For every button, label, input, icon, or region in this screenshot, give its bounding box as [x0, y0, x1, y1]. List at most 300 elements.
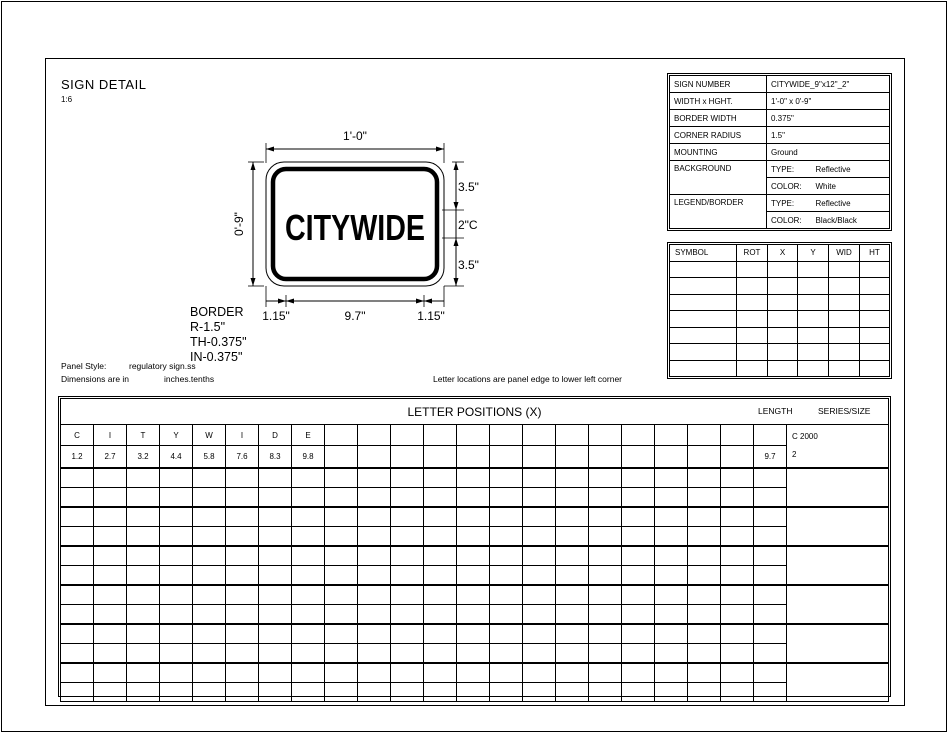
info-label: WIDTH x HGHT.	[670, 93, 767, 110]
letter-cell	[754, 507, 787, 527]
info-row	[670, 144, 890, 161]
letter-cell	[589, 683, 622, 702]
letter-cell	[457, 605, 490, 625]
letter-cell	[523, 488, 556, 508]
letter-row	[61, 663, 889, 683]
symbol-table	[669, 244, 890, 377]
letter-cell	[259, 585, 292, 605]
letter-cell	[292, 624, 325, 644]
letter-cell	[721, 468, 754, 488]
letter-cell	[292, 507, 325, 527]
border-note-3: IN-0.375"	[190, 350, 243, 364]
symbol-cell	[737, 327, 768, 344]
letter-cell	[424, 624, 457, 644]
letter-locations-note: Letter locations are panel edge to lower left corner	[433, 374, 623, 384]
letter-cell	[193, 683, 226, 702]
symbol-cell	[737, 311, 768, 328]
letter-row	[61, 425, 889, 446]
info-row	[670, 161, 890, 178]
letter-cell	[424, 527, 457, 547]
letter-cell	[589, 527, 622, 547]
letter-cell	[721, 683, 754, 702]
symbol-cell	[670, 278, 737, 295]
series-size-cell	[787, 585, 889, 624]
letter-cell	[193, 507, 226, 527]
letter-cell	[160, 507, 193, 527]
letter-cell	[325, 663, 358, 683]
letter-cell	[160, 488, 193, 508]
symbol-cell	[737, 360, 768, 377]
letter-cell	[292, 546, 325, 566]
letter-cell	[655, 446, 688, 468]
letter-cell	[589, 605, 622, 625]
symbol-table-frame	[667, 242, 892, 379]
letter-row	[61, 468, 889, 488]
right-dim-top: 3.5"	[458, 180, 479, 194]
letter-cell	[655, 624, 688, 644]
letter-cell	[259, 488, 292, 508]
letter-cell	[358, 488, 391, 508]
letter-cell	[622, 446, 655, 468]
letter-cell	[490, 683, 523, 702]
letter-cell	[688, 507, 721, 527]
letter-cell	[655, 468, 688, 488]
letter-cell	[259, 566, 292, 586]
symbol-cell	[829, 360, 860, 377]
letter-cell	[292, 683, 325, 702]
letter-position: 1.2	[61, 446, 94, 468]
letter-cell	[754, 624, 787, 644]
letter-position: 2.7	[94, 446, 127, 468]
series-size-cell	[787, 624, 889, 663]
info-row	[670, 195, 890, 212]
letter-cell	[523, 527, 556, 547]
info-value: 1'-0" x 0'-9"	[767, 93, 890, 110]
letter-cell	[358, 527, 391, 547]
letter-cell	[556, 425, 589, 446]
letter-row	[61, 624, 889, 644]
letter-cell	[490, 468, 523, 488]
symbol-header-cell: X	[768, 245, 798, 262]
letter-cell	[589, 585, 622, 605]
letter-cell	[754, 585, 787, 605]
symbol-cell	[829, 278, 860, 295]
letter-cell	[721, 546, 754, 566]
letter-cell	[391, 605, 424, 625]
letter-cell	[259, 546, 292, 566]
letter-cell	[556, 546, 589, 566]
letter-cell	[94, 546, 127, 566]
letter-cell	[688, 527, 721, 547]
letter-cell	[721, 488, 754, 508]
symbol-cell	[737, 261, 768, 278]
letter-cell	[193, 527, 226, 547]
dimensions-label: Dimensions are in	[61, 374, 130, 384]
sheet-title: SIGN DETAIL	[61, 77, 147, 92]
letter-cell	[556, 663, 589, 683]
letter-cell	[556, 624, 589, 644]
letter-cell	[556, 644, 589, 664]
letter-cell	[424, 644, 457, 664]
letter-cell	[622, 585, 655, 605]
letter-cell	[556, 507, 589, 527]
panel-style-value: regulatory sign.ss	[129, 361, 196, 371]
letter-cell	[655, 605, 688, 625]
symbol-row	[670, 344, 890, 361]
info-value: 0.375"	[767, 110, 890, 127]
letter-cell	[556, 566, 589, 586]
letter-cell	[61, 468, 94, 488]
info-label: BACKGROUND	[670, 161, 767, 195]
letter-cell	[622, 527, 655, 547]
info-type-value: Reflective	[812, 161, 890, 178]
letter-cell	[358, 683, 391, 702]
series-value: C 2000	[792, 432, 818, 441]
letter-cell	[622, 488, 655, 508]
symbol-cell	[670, 294, 737, 311]
letter-cell	[688, 546, 721, 566]
letter-cell	[556, 446, 589, 468]
symbol-header-cell: WID	[829, 245, 860, 262]
letter-cell	[754, 468, 787, 488]
letter-cell	[721, 624, 754, 644]
letter-cell	[523, 605, 556, 625]
info-type-label: TYPE:	[767, 195, 812, 212]
symbol-cell	[829, 311, 860, 328]
symbol-row	[670, 327, 890, 344]
letter-cell	[325, 683, 358, 702]
letter-cell	[226, 624, 259, 644]
info-color-label: COLOR:	[767, 178, 812, 195]
letter-position: 8.3	[259, 446, 292, 468]
letter-cell	[688, 624, 721, 644]
info-row	[670, 110, 890, 127]
symbol-cell	[768, 311, 798, 328]
letter-cell	[193, 468, 226, 488]
letter-cell	[490, 425, 523, 446]
symbol-cell	[829, 344, 860, 361]
bottom-dim-center: 9.7"	[344, 309, 366, 323]
letter-cell	[688, 585, 721, 605]
symbol-row	[670, 311, 890, 328]
letter-cell	[391, 585, 424, 605]
letter-cell	[490, 663, 523, 683]
letter-cell	[457, 488, 490, 508]
letter-cell	[424, 663, 457, 683]
letter-cell	[490, 585, 523, 605]
letter-cell	[457, 507, 490, 527]
info-label: MOUNTING	[670, 144, 767, 161]
letter-cell	[457, 585, 490, 605]
letter-cell	[457, 425, 490, 446]
letter-cell	[490, 527, 523, 547]
letter-cell	[391, 624, 424, 644]
letter-cell	[391, 488, 424, 508]
letter-cell	[589, 446, 622, 468]
letter-cell	[754, 683, 787, 702]
letter-cell	[61, 566, 94, 586]
info-row	[670, 127, 890, 144]
symbol-header-cell: Y	[798, 245, 829, 262]
series-size-label: SERIES/SIZE	[818, 406, 871, 416]
letter-cell	[391, 425, 424, 446]
symbol-cell	[670, 311, 737, 328]
symbol-cell	[768, 344, 798, 361]
letter-cell	[490, 446, 523, 468]
symbol-header-cell: ROT	[737, 245, 768, 262]
letter-cell	[457, 446, 490, 468]
symbol-cell	[798, 294, 829, 311]
letter-cell	[226, 566, 259, 586]
letter-cell	[127, 507, 160, 527]
letter-cell	[193, 624, 226, 644]
series-size-cell	[787, 663, 889, 702]
symbol-cell	[737, 278, 768, 295]
letter-cell	[688, 566, 721, 586]
letter-cell	[589, 624, 622, 644]
info-type-label: TYPE:	[767, 161, 812, 178]
length-label: LENGTH	[758, 406, 793, 416]
letter-cell	[193, 566, 226, 586]
letter-cell	[622, 566, 655, 586]
letter-cell	[622, 468, 655, 488]
letter-cell	[193, 585, 226, 605]
letter-cell	[523, 425, 556, 446]
letter-cell	[655, 644, 688, 664]
symbol-cell	[768, 327, 798, 344]
symbol-cell	[860, 360, 890, 377]
letter-cell	[127, 546, 160, 566]
letter-cell	[94, 605, 127, 625]
symbol-cell	[670, 360, 737, 377]
letter-cell	[325, 585, 358, 605]
letter-cell	[358, 624, 391, 644]
letter-cell	[226, 546, 259, 566]
letter-cell	[160, 566, 193, 586]
letter-cell	[721, 566, 754, 586]
info-row	[670, 93, 890, 110]
letter-cell	[325, 446, 358, 468]
letter-cell	[358, 644, 391, 664]
letter-cell	[457, 566, 490, 586]
letter-cell	[193, 546, 226, 566]
letter-cell	[655, 507, 688, 527]
letter-cell	[424, 425, 457, 446]
letter-cell	[259, 507, 292, 527]
letter-cell	[94, 507, 127, 527]
symbol-cell	[768, 294, 798, 311]
letter-position: 7.6	[226, 446, 259, 468]
bottom-dim-right: 1.15"	[417, 309, 445, 323]
letter-cell	[754, 663, 787, 683]
letter-char: W	[193, 425, 226, 446]
letter-cell	[358, 566, 391, 586]
letter-cell	[490, 507, 523, 527]
letter-cell	[754, 546, 787, 566]
letter-cell	[94, 683, 127, 702]
letter-cell	[523, 446, 556, 468]
letter-row	[61, 585, 889, 605]
letter-cell	[226, 663, 259, 683]
symbol-cell	[737, 294, 768, 311]
letter-char: C	[61, 425, 94, 446]
letter-cell	[589, 488, 622, 508]
letter-cell	[457, 663, 490, 683]
letter-cell	[160, 624, 193, 644]
letter-cell	[490, 488, 523, 508]
info-value: 1.5"	[767, 127, 890, 144]
symbol-row	[670, 360, 890, 377]
letter-cell	[292, 644, 325, 664]
letter-char: Y	[160, 425, 193, 446]
letter-char: T	[127, 425, 160, 446]
symbol-cell	[798, 360, 829, 377]
letter-position: 5.8	[193, 446, 226, 468]
letter-row	[61, 507, 889, 527]
info-label: LEGEND/BORDER	[670, 195, 767, 229]
letter-cell	[61, 644, 94, 664]
letter-cell	[490, 546, 523, 566]
letter-cell	[325, 546, 358, 566]
letter-position: 4.4	[160, 446, 193, 468]
letter-cell	[292, 488, 325, 508]
letter-cell	[424, 683, 457, 702]
letter-cell	[391, 663, 424, 683]
letter-cell	[622, 507, 655, 527]
letter-cell	[523, 546, 556, 566]
letter-cell	[391, 527, 424, 547]
symbol-cell	[798, 278, 829, 295]
letter-cell	[490, 644, 523, 664]
letter-cell	[721, 527, 754, 547]
symbol-cell	[670, 327, 737, 344]
letter-cell	[655, 425, 688, 446]
letter-cell	[754, 425, 787, 446]
symbol-cell	[798, 327, 829, 344]
letter-row	[61, 605, 889, 625]
letter-cell	[556, 527, 589, 547]
letter-positions-table	[60, 424, 889, 702]
letter-positions-header	[60, 398, 889, 424]
letter-row	[61, 488, 889, 508]
letter-cell	[457, 644, 490, 664]
letter-cell	[127, 605, 160, 625]
letter-cell	[226, 585, 259, 605]
letter-cell	[622, 605, 655, 625]
letter-cell	[160, 585, 193, 605]
letter-cell	[721, 644, 754, 664]
letter-cell	[490, 624, 523, 644]
letter-cell	[127, 468, 160, 488]
letter-cell	[754, 566, 787, 586]
letter-cell	[556, 683, 589, 702]
letter-cell	[358, 546, 391, 566]
info-color-label: COLOR:	[767, 212, 812, 229]
letter-cell	[721, 446, 754, 468]
letter-cell	[94, 585, 127, 605]
info-label: SIGN NUMBER	[670, 76, 767, 93]
letter-cell	[325, 566, 358, 586]
symbol-cell	[829, 327, 860, 344]
letter-cell	[61, 546, 94, 566]
length-value: 9.7	[754, 446, 787, 468]
letter-cell	[61, 507, 94, 527]
symbol-cell	[860, 261, 890, 278]
letter-cell	[754, 644, 787, 664]
letter-cell	[61, 605, 94, 625]
letter-cell	[721, 605, 754, 625]
letter-row	[61, 644, 889, 664]
symbol-cell	[670, 344, 737, 361]
letter-row	[61, 683, 889, 702]
letter-cell	[325, 644, 358, 664]
letter-cell	[622, 624, 655, 644]
right-dim-bottom: 3.5"	[458, 258, 479, 272]
border-note-1: R-1.5"	[190, 320, 226, 334]
letter-cell	[226, 605, 259, 625]
letter-cell	[556, 488, 589, 508]
right-dim-center: 2"C	[458, 218, 478, 232]
letter-char: I	[226, 425, 259, 446]
symbol-row	[670, 294, 890, 311]
symbol-header-cell: HT	[860, 245, 890, 262]
letter-cell	[193, 488, 226, 508]
letter-char: E	[292, 425, 325, 446]
letter-cell	[391, 546, 424, 566]
letter-cell	[226, 507, 259, 527]
letter-cell	[61, 624, 94, 644]
info-type-value: Reflective	[812, 195, 890, 212]
series-size-cell	[787, 468, 889, 507]
letter-cell	[358, 468, 391, 488]
letter-cell	[193, 605, 226, 625]
symbol-cell	[798, 311, 829, 328]
letter-position: 3.2	[127, 446, 160, 468]
letter-cell	[127, 644, 160, 664]
series-size-cell	[787, 507, 889, 546]
width-dim-label: 1'-0"	[343, 129, 367, 143]
letter-cell	[523, 566, 556, 586]
letter-cell	[622, 663, 655, 683]
letter-cell	[688, 683, 721, 702]
sign-legend: CITYWIDE	[285, 207, 425, 248]
letter-cell	[622, 644, 655, 664]
letter-cell	[688, 663, 721, 683]
letter-cell	[622, 425, 655, 446]
letter-cell	[325, 605, 358, 625]
letter-cell	[523, 663, 556, 683]
dimensions-value: inches.tenths	[164, 374, 215, 384]
letter-cell	[754, 605, 787, 625]
letter-cell	[721, 663, 754, 683]
sign-drawing	[180, 125, 510, 370]
letter-cell	[688, 425, 721, 446]
letter-cell	[391, 566, 424, 586]
letter-cell	[259, 624, 292, 644]
info-color-value: White	[812, 178, 890, 195]
letter-cell	[688, 446, 721, 468]
letter-cell	[721, 507, 754, 527]
letter-cell	[589, 566, 622, 586]
series-size-cell	[787, 425, 889, 469]
letter-cell	[94, 624, 127, 644]
letter-cell	[655, 527, 688, 547]
letter-cell	[391, 446, 424, 468]
letter-cell	[358, 446, 391, 468]
letter-cell	[655, 566, 688, 586]
symbol-cell	[798, 261, 829, 278]
letter-cell	[127, 663, 160, 683]
